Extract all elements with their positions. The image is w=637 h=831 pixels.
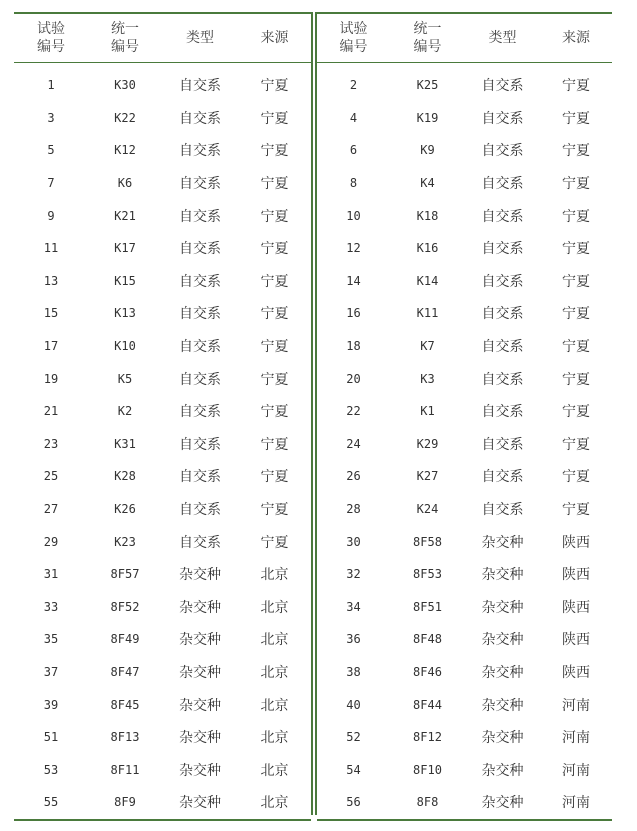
test-number-cell: 7 <box>47 176 55 191</box>
source-cell: 宁夏 <box>562 404 590 421</box>
test-number-cell: 13 <box>43 273 59 288</box>
unified-code-cell: 8F58 <box>413 534 442 549</box>
right-table-body <box>317 63 612 820</box>
source-cell: 宁夏 <box>260 534 289 551</box>
unified-code-cell: K26 <box>114 502 136 517</box>
test-number-cell: 12 <box>346 241 361 256</box>
type-cell: 自交系 <box>179 469 221 486</box>
table-row <box>14 688 311 721</box>
source-cell: 宁夏 <box>260 339 289 356</box>
test-number-cell: 34 <box>346 599 361 614</box>
source-cell: 北京 <box>260 567 289 584</box>
type-cell: 自交系 <box>179 502 221 519</box>
type-cell: 自交系 <box>179 208 221 225</box>
unified-code-cell: 8F53 <box>413 567 442 582</box>
type-cell: 自交系 <box>179 339 221 356</box>
unified-code-cell: K11 <box>416 306 439 321</box>
table-row <box>317 688 612 721</box>
header-source: 来源 <box>540 13 612 63</box>
type-cell: 自交系 <box>481 241 524 258</box>
type-cell: 自交系 <box>481 110 524 127</box>
unified-code-cell: K15 <box>114 273 136 288</box>
type-cell: 杂交种 <box>481 599 524 616</box>
header-test-number: 试验 编号 <box>14 13 88 63</box>
test-number-cell: 39 <box>43 697 59 712</box>
source-cell: 宁夏 <box>260 306 289 323</box>
type-cell: 杂交种 <box>481 534 524 551</box>
unified-code-cell: 8F9 <box>114 795 136 810</box>
table-row <box>14 460 311 493</box>
table-row <box>14 786 311 820</box>
type-cell: 自交系 <box>179 404 221 421</box>
table-row <box>317 395 612 428</box>
unified-code-cell: 8F46 <box>413 664 442 679</box>
table-row <box>14 428 311 461</box>
type-cell: 杂交种 <box>179 632 221 649</box>
source-cell: 宁夏 <box>260 502 289 519</box>
table-row <box>14 525 311 558</box>
left-header-row <box>14 13 311 63</box>
source-cell: 宁夏 <box>562 110 590 127</box>
source-cell: 陕西 <box>562 599 590 616</box>
test-number-cell: 18 <box>346 339 361 354</box>
table-row <box>14 134 311 167</box>
test-number-cell: 54 <box>346 762 361 777</box>
source-cell: 宁夏 <box>260 371 289 388</box>
left-table <box>14 12 311 821</box>
test-number-cell: 11 <box>43 241 59 256</box>
type-cell: 自交系 <box>179 534 221 551</box>
source-cell: 宁夏 <box>562 339 590 356</box>
test-number-cell: 53 <box>43 762 59 777</box>
unified-code-cell: 8F47 <box>110 664 140 679</box>
type-cell: 自交系 <box>481 339 524 356</box>
type-cell: 杂交种 <box>179 664 221 681</box>
unified-code-cell: K18 <box>416 208 439 223</box>
unified-code-cell: 8F8 <box>416 795 439 810</box>
source-cell: 宁夏 <box>562 469 590 486</box>
type-cell: 杂交种 <box>481 697 524 714</box>
unified-code-cell: 8F52 <box>110 599 140 614</box>
source-cell: 河南 <box>562 730 590 747</box>
test-number-cell: 3 <box>47 110 55 125</box>
unified-code-cell: K14 <box>416 273 439 288</box>
type-cell: 杂交种 <box>179 697 221 714</box>
unified-code-cell: K29 <box>416 436 439 451</box>
test-number-cell: 9 <box>47 208 55 223</box>
type-cell: 自交系 <box>481 176 524 193</box>
test-number-cell: 23 <box>43 436 59 451</box>
type-cell: 自交系 <box>481 273 524 290</box>
test-number-cell: 10 <box>346 208 361 223</box>
unified-code-cell: K31 <box>114 436 136 451</box>
source-cell: 陕西 <box>562 567 590 584</box>
unified-code-cell: K23 <box>114 534 136 549</box>
unified-code-cell: K9 <box>420 143 435 158</box>
type-cell: 自交系 <box>481 78 524 95</box>
right-header-row <box>317 13 612 63</box>
unified-code-cell: K17 <box>114 241 136 256</box>
unified-code-cell: K16 <box>416 241 439 256</box>
table-row <box>14 753 311 786</box>
table-row <box>14 362 311 395</box>
type-cell: 自交系 <box>179 110 221 127</box>
unified-code-cell: 8F51 <box>413 599 442 614</box>
type-cell: 自交系 <box>481 371 524 388</box>
test-number-cell: 35 <box>43 632 59 647</box>
test-number-cell: 40 <box>346 697 361 712</box>
table-row <box>14 199 311 232</box>
header-unified-number: 统一 编号 <box>88 13 162 63</box>
header-test-number: 试验 编号 <box>317 13 390 63</box>
source-cell: 陕西 <box>562 664 590 681</box>
test-number-cell: 38 <box>346 664 361 679</box>
type-cell: 自交系 <box>179 371 221 388</box>
source-cell: 河南 <box>562 762 590 779</box>
type-cell: 自交系 <box>179 306 221 323</box>
type-cell: 自交系 <box>179 241 221 258</box>
table-row <box>317 558 612 591</box>
source-cell: 河南 <box>562 795 590 812</box>
header-unified-number: 统一 编号 <box>390 13 465 63</box>
type-cell: 杂交种 <box>179 730 221 747</box>
test-number-cell: 26 <box>346 469 361 484</box>
type-cell: 自交系 <box>481 436 524 453</box>
column-divider-left <box>311 12 313 815</box>
unified-code-cell: 8F44 <box>413 697 442 712</box>
type-cell: 自交系 <box>481 404 524 421</box>
unified-code-cell: 8F13 <box>110 730 140 745</box>
table-row <box>317 460 612 493</box>
type-cell: 自交系 <box>179 436 221 453</box>
type-cell: 自交系 <box>179 273 221 290</box>
source-cell: 宁夏 <box>260 143 289 160</box>
header-source: 来源 <box>238 13 311 63</box>
source-cell: 宁夏 <box>562 78 590 95</box>
source-cell: 宁夏 <box>260 208 289 225</box>
type-cell: 杂交种 <box>481 795 524 812</box>
test-number-cell: 5 <box>47 143 55 158</box>
source-cell: 宁夏 <box>260 78 289 95</box>
test-number-cell: 20 <box>346 371 361 386</box>
test-number-cell: 4 <box>349 110 358 125</box>
unified-code-cell: K24 <box>416 502 439 517</box>
unified-code-cell: K13 <box>114 306 136 321</box>
table-row <box>317 786 612 820</box>
unified-code-cell: K30 <box>114 78 136 93</box>
test-number-cell: 21 <box>43 404 59 419</box>
type-cell: 自交系 <box>481 143 524 160</box>
source-cell: 北京 <box>260 730 289 747</box>
source-cell: 宁夏 <box>260 241 289 258</box>
table-row <box>317 134 612 167</box>
source-cell: 宁夏 <box>260 469 289 486</box>
test-number-cell: 2 <box>349 78 358 93</box>
unified-code-cell: K7 <box>420 339 435 354</box>
table-row <box>14 721 311 754</box>
test-number-cell: 27 <box>43 502 59 517</box>
unified-code-cell: K22 <box>114 110 136 125</box>
type-cell: 杂交种 <box>179 599 221 616</box>
table-row <box>317 265 612 298</box>
type-cell: 自交系 <box>481 306 524 323</box>
test-number-cell: 55 <box>43 795 59 810</box>
source-cell: 宁夏 <box>562 273 590 290</box>
table-row <box>14 232 311 265</box>
unified-code-cell: K25 <box>416 78 439 93</box>
table-row <box>14 623 311 656</box>
type-cell: 自交系 <box>179 143 221 160</box>
table-row <box>317 167 612 200</box>
table-row <box>14 558 311 591</box>
source-cell: 北京 <box>260 762 289 779</box>
table-row <box>14 265 311 298</box>
unified-code-cell: K27 <box>416 469 439 484</box>
unified-code-cell: K4 <box>420 176 435 191</box>
type-cell: 自交系 <box>179 176 221 193</box>
type-cell: 自交系 <box>481 208 524 225</box>
type-cell: 自交系 <box>481 502 524 519</box>
type-cell: 杂交种 <box>481 567 524 584</box>
unified-code-cell: 8F12 <box>413 730 442 745</box>
type-cell: 杂交种 <box>179 567 221 584</box>
unified-code-cell: K5 <box>117 371 133 386</box>
unified-code-cell: 8F49 <box>110 632 140 647</box>
table-row <box>14 167 311 200</box>
unified-code-cell: 8F10 <box>413 762 442 777</box>
source-cell: 宁夏 <box>562 306 590 323</box>
header-type: 类型 <box>162 13 238 63</box>
unified-code-cell: K19 <box>416 110 439 125</box>
source-cell: 宁夏 <box>562 371 590 388</box>
source-cell: 宁夏 <box>562 143 590 160</box>
table-row <box>317 623 612 656</box>
type-cell: 自交系 <box>179 78 221 95</box>
type-cell: 杂交种 <box>481 762 524 779</box>
source-cell: 北京 <box>260 599 289 616</box>
unified-code-cell: 8F57 <box>110 567 140 582</box>
table-row <box>317 102 612 135</box>
test-number-cell: 31 <box>43 567 59 582</box>
table-row <box>14 330 311 363</box>
unified-code-cell: K1 <box>420 404 435 419</box>
source-cell: 宁夏 <box>260 110 289 127</box>
table-row <box>317 721 612 754</box>
table-row <box>317 232 612 265</box>
test-number-cell: 56 <box>346 795 361 810</box>
test-number-cell: 15 <box>43 306 59 321</box>
table-row <box>317 525 612 558</box>
test-number-cell: 30 <box>346 534 361 549</box>
source-cell: 北京 <box>260 632 289 649</box>
table-row <box>317 428 612 461</box>
source-cell: 陕西 <box>562 632 590 649</box>
table-row <box>14 591 311 624</box>
source-cell: 宁夏 <box>260 404 289 421</box>
test-number-cell: 1 <box>47 78 55 93</box>
source-cell: 陕西 <box>562 534 590 551</box>
test-number-cell: 6 <box>349 143 358 158</box>
unified-code-cell: K3 <box>420 371 435 386</box>
test-number-cell: 8 <box>349 176 358 191</box>
type-cell: 杂交种 <box>179 762 221 779</box>
table-row <box>317 297 612 330</box>
source-cell: 河南 <box>562 697 590 714</box>
table-row <box>14 493 311 526</box>
table-row <box>14 63 311 102</box>
test-number-cell: 36 <box>346 632 361 647</box>
source-cell: 宁夏 <box>562 502 590 519</box>
unified-code-cell: K12 <box>114 143 136 158</box>
table-row <box>317 362 612 395</box>
source-cell: 宁夏 <box>260 273 289 290</box>
type-cell: 杂交种 <box>481 632 524 649</box>
table-row <box>317 591 612 624</box>
test-number-cell: 14 <box>346 273 361 288</box>
test-number-cell: 37 <box>43 664 59 679</box>
unified-code-cell: K6 <box>117 176 133 191</box>
source-cell: 北京 <box>260 795 289 812</box>
table-row <box>317 753 612 786</box>
test-number-cell: 17 <box>43 339 59 354</box>
type-cell: 自交系 <box>481 469 524 486</box>
test-number-cell: 22 <box>346 404 361 419</box>
type-cell: 杂交种 <box>481 730 524 747</box>
table-row <box>317 63 612 102</box>
test-number-cell: 29 <box>43 534 59 549</box>
source-cell: 宁夏 <box>562 241 590 258</box>
source-cell: 宁夏 <box>562 208 590 225</box>
left-table-body <box>14 63 311 820</box>
unified-code-cell: K28 <box>114 469 136 484</box>
header-type: 类型 <box>465 13 540 63</box>
unified-code-cell: 8F48 <box>413 632 442 647</box>
table-row <box>317 330 612 363</box>
type-cell: 杂交种 <box>481 664 524 681</box>
test-number-cell: 51 <box>43 730 59 745</box>
table-row <box>14 297 311 330</box>
table-row <box>14 102 311 135</box>
source-cell: 北京 <box>260 697 289 714</box>
type-cell: 杂交种 <box>179 795 221 812</box>
right-table <box>317 12 612 821</box>
table-row <box>317 656 612 689</box>
source-cell: 宁夏 <box>260 176 289 193</box>
source-cell: 宁夏 <box>562 436 590 453</box>
table-row <box>14 395 311 428</box>
source-cell: 宁夏 <box>260 436 289 453</box>
unified-code-cell: 8F11 <box>110 762 140 777</box>
test-number-cell: 32 <box>346 567 361 582</box>
test-number-cell: 16 <box>346 306 361 321</box>
source-cell: 宁夏 <box>562 176 590 193</box>
table-row <box>14 656 311 689</box>
unified-code-cell: K10 <box>114 339 136 354</box>
source-cell: 北京 <box>260 664 289 681</box>
unified-code-cell: K21 <box>114 208 136 223</box>
test-number-cell: 19 <box>43 371 59 386</box>
unified-code-cell: K2 <box>117 404 133 419</box>
test-number-cell: 25 <box>43 469 59 484</box>
test-number-cell: 52 <box>346 730 361 745</box>
test-number-cell: 28 <box>346 502 361 517</box>
test-number-cell: 24 <box>346 436 361 451</box>
test-number-cell: 33 <box>43 599 59 614</box>
table-row <box>317 199 612 232</box>
table-row <box>317 493 612 526</box>
unified-code-cell: 8F45 <box>110 697 140 712</box>
